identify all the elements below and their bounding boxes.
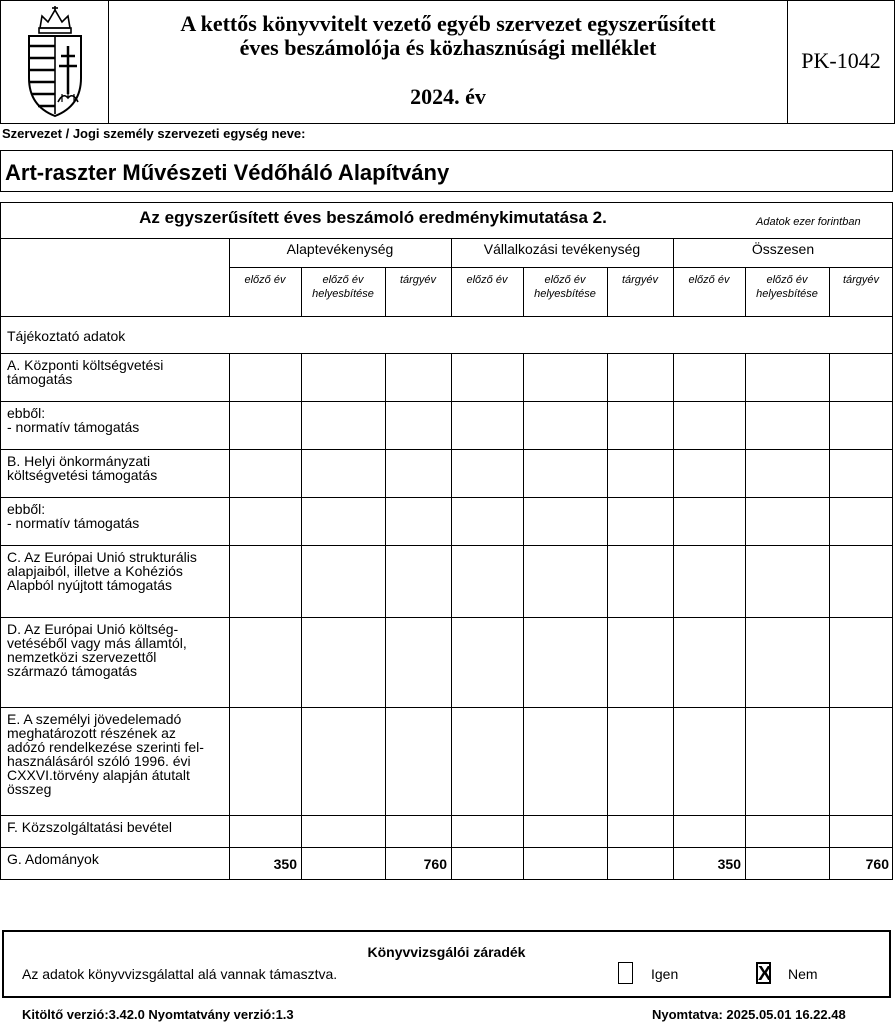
row-label: ebből: - normatív támogatás [7, 501, 140, 531]
table-rule [1, 238, 893, 239]
table-rule [1, 879, 893, 880]
table-rule [1, 707, 893, 708]
coat-of-arms-icon [20, 6, 90, 118]
column-subheader: előző év helyesbítése [534, 274, 596, 300]
form-title-line-1: A kettős könyvvitelt vezető egyéb szervezet egyszerűsített [180, 11, 716, 36]
audit-no-label: Nem [788, 966, 818, 982]
logo-cell [1, 1, 109, 123]
column-subheader: előző év helyesbítése [312, 274, 374, 300]
table-rule [745, 353, 746, 879]
table-rule [673, 353, 674, 879]
form-year: 2024. év [410, 84, 486, 109]
table-rule [1, 617, 893, 618]
row-label: E. A személyi jövedelemadó meghatározott részének az adózó rendelkezése szerinti fel- használásáról szóló 1996. évi CXXVI.törvény alapján átutalt összeg [7, 711, 204, 797]
table-rule [301, 353, 302, 879]
form-code: PK-1042 [801, 48, 881, 73]
table-rule [607, 353, 608, 879]
column-subheader: tárgyév [842, 274, 880, 286]
row-label: F. Közszolgáltatási bevétel [7, 819, 172, 835]
group-header-business: Vállalkozási tevékenység [483, 241, 641, 257]
table-rule [1, 353, 893, 354]
row-label: ebből: - normatív támogatás [7, 405, 140, 435]
income-statement-table [0, 202, 893, 880]
column-subheader: tárgyév [399, 274, 437, 286]
form-header [0, 0, 895, 124]
footer-version: Kitöltő verzió:3.42.0 Nyomtatvány verzió:1.3 [22, 1007, 294, 1022]
checkbox-x-mark: X [758, 963, 772, 985]
title-cell [109, 1, 787, 123]
column-subheader: előző év helyesbítése [756, 274, 818, 300]
table-rule [229, 353, 230, 879]
row-label: B. Helyi önkormányzati költségvetési támogatás [7, 453, 158, 483]
column-subheader: tárgyév [621, 274, 659, 286]
unit-note: Adatok ezer forintban [756, 216, 861, 228]
column-subheader: előző év [244, 274, 286, 286]
table-cell[interactable]: 350 [717, 856, 741, 872]
form-title-line-2: éves beszámolója és közhasznúsági melléklet [239, 35, 657, 60]
organization-name: Art-raszter Művészeti Védőháló Alapítvány [5, 160, 450, 185]
row-label: C. Az Európai Unió strukturális alapjaiból, illetve a Kohéziós Alapból nyújtott támogatás [7, 549, 197, 593]
table-rule [1, 449, 893, 450]
table-title: Az egyszerűsített éves beszámoló eredménykimutatása 2. [139, 208, 607, 227]
row-label: D. Az Európai Unió költség- vetéséből vagy más államtól, nemzetközi szervezettől származó támogatás [7, 621, 187, 679]
table-rule [1, 545, 893, 546]
table-rule [1, 316, 893, 317]
audit-clause-box [2, 930, 891, 998]
table-cell[interactable]: 350 [273, 856, 297, 872]
table-rule [523, 353, 524, 879]
audit-yes-label: Igen [651, 966, 679, 982]
table-rule [229, 267, 893, 268]
table-rule [451, 353, 452, 879]
audit-statement: Az adatok könyvvizsgálattal alá vannak támasztva. [22, 966, 338, 982]
form-code-cell [787, 1, 894, 123]
table-rule [829, 353, 830, 879]
footer-printed: Nyomtatva: 2025.05.01 16.22.48 [652, 1007, 846, 1022]
group-header-total: Összesen [751, 241, 815, 257]
table-rule [1, 497, 893, 498]
table-rule [1, 847, 893, 848]
section-title: Tájékoztató adatok [7, 328, 126, 344]
row-label: A. Központi költségvetési támogatás [7, 357, 164, 387]
column-subheader: előző év [466, 274, 508, 286]
group-header-basic: Alaptevékenység [286, 241, 394, 257]
table-cell[interactable]: 760 [865, 856, 889, 872]
table-cell[interactable]: 760 [423, 856, 447, 872]
table-rule [1, 401, 893, 402]
audit-yes-checkbox[interactable] [618, 962, 633, 984]
table-rule [385, 353, 386, 879]
organization-name-field [0, 150, 893, 192]
table-rule [1, 815, 893, 816]
audit-no-checkbox[interactable] [756, 962, 771, 984]
row-label: G. Adományok [7, 851, 99, 867]
audit-title: Könyvvizsgálói záradék [367, 944, 526, 960]
organization-label: Szervezet / Jogi személy szervezeti egység neve: [2, 126, 306, 141]
column-subheader: előző év [688, 274, 730, 286]
